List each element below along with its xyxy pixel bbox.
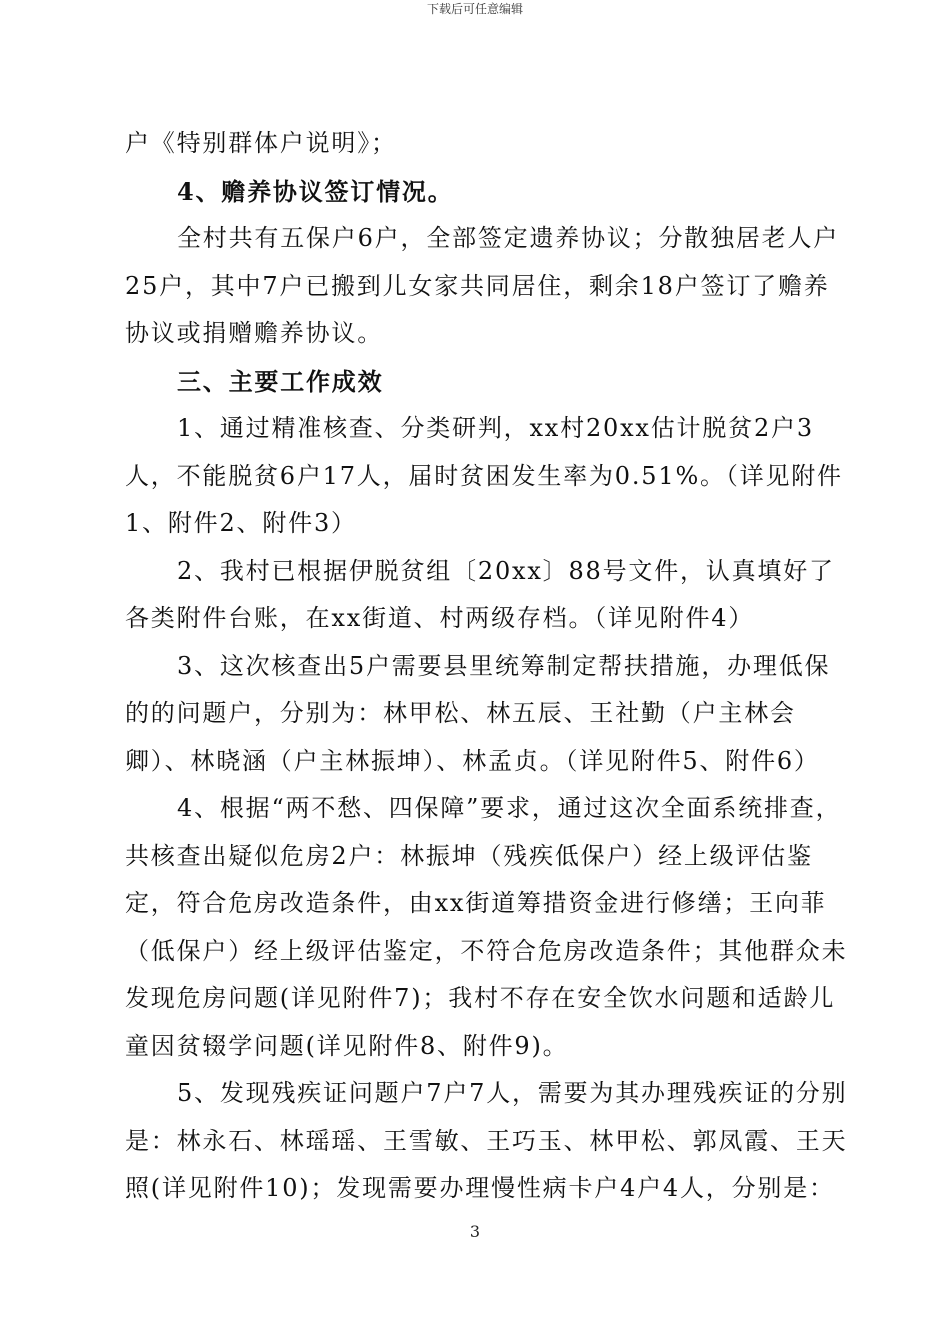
- section-heading-4: 4、赡养协议签订情况。: [177, 176, 454, 206]
- paragraph-result-4: 4、根据“两不愁、四保障”要求，通过这次全面系统排查，共核查出疑似危房2户：林振坤（残疾低保户）经上级评估鉴定，符合危房改造条件，由xx街道筹措资金进行修缮；王向菲（低保户）经上级评估鉴定，不符合危房改造条件；其他群众未发现危房问题(详见附件7)；我村不存在安全饮水问题和适龄儿童因贫辍学问题(详见附件8、附件9)。: [125, 794, 848, 1060]
- paragraph-result-2: 2、我村已根据伊脱贫组〔20xx〕88号文件，认真填好了各类附件台账，在xx街道、村两级存档。（详见附件4）: [125, 556, 835, 632]
- document-body: [125, 120, 850, 1213]
- page-number: 3: [469, 1222, 481, 1241]
- paragraph-result-5: 5、发现残疾证问题户7户7人，需要为其办理残疾证的分别是：林永石、林瑶瑶、王雪敏、王巧玉、林甲松、郭凤霞、王天照(详见附件10)；发现需要办理慢性病卡户4户4人，分别是：: [125, 1079, 848, 1202]
- paragraph-result-3: 3、这次核查出5户需要县里统筹制定帮扶措施，办理低保的的问题户，分别为：林甲松、林五辰、王社勤（户主林会卿）、林晓涵（户主林振坤）、林孟贞。（详见附件5、附件6）: [125, 651, 831, 775]
- paragraph-support-agreement: 全村共有五保户6户，全部签定遗养协议；分散独居老人户25户，其中7户已搬到儿女家共同居住，剩余18户签订了赡养协议或捐赠赡养协议。: [125, 224, 840, 347]
- paragraph-result-1: 1、通过精准核查、分类研判，xx村20xx估计脱贫2户3人，不能脱贫6户17人，届时贫困发生率为0.51%。（详见附件1、附件2、附件3）: [125, 414, 843, 537]
- page-header: 下载后可任意编辑: [426, 2, 523, 16]
- paragraph-continuation: 户《特别群体户说明》；: [125, 129, 397, 157]
- section-heading-3: 三、主要工作成效: [177, 366, 384, 396]
